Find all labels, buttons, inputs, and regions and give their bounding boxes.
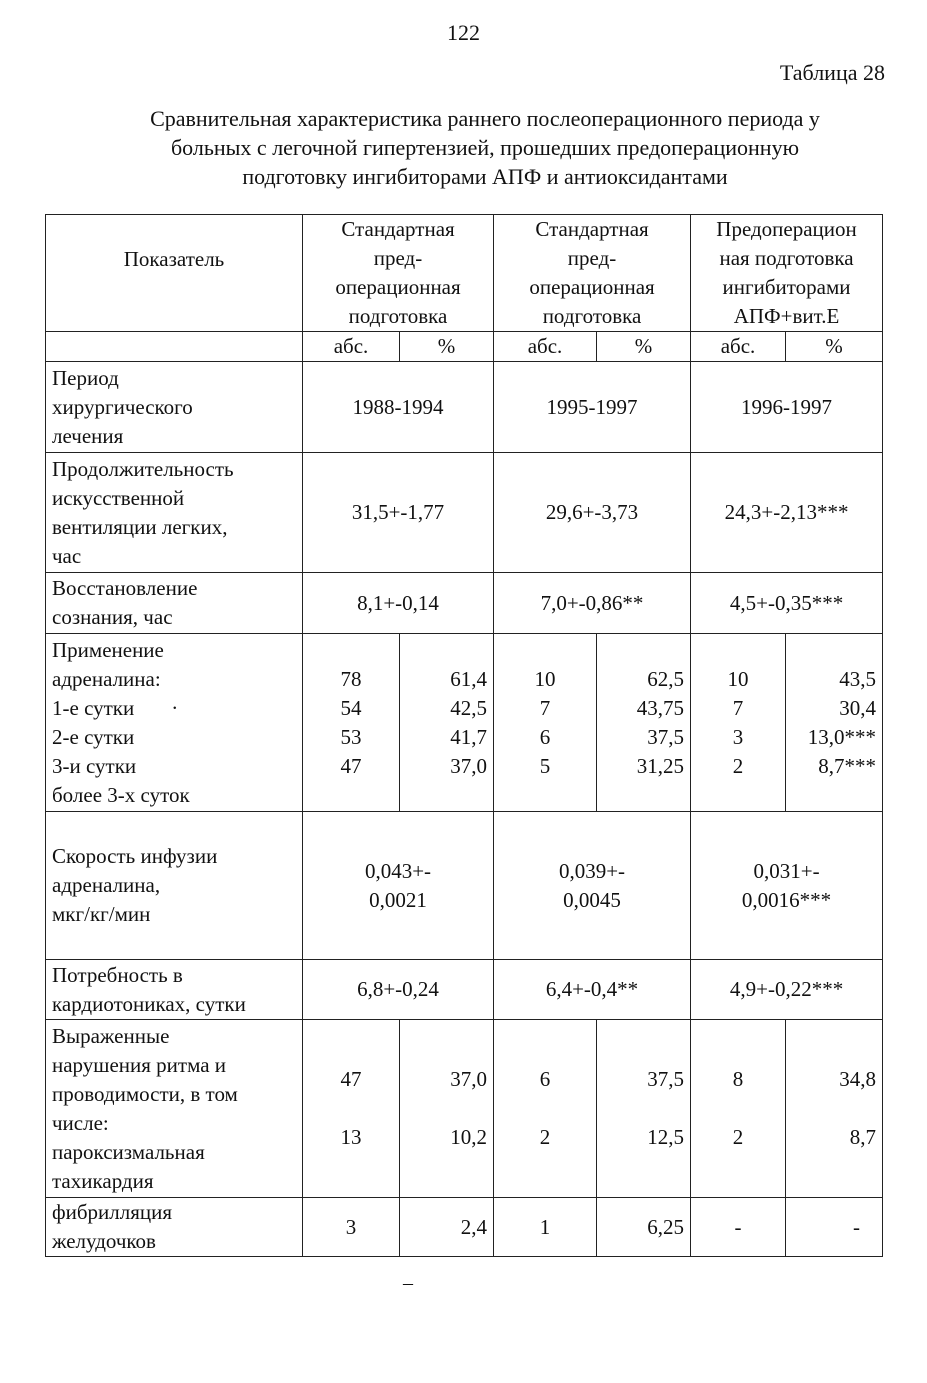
header-group-ace-inhibitors: Предоперацион ная подготовка ингибиторами АПФ+вит.Е (691, 215, 883, 332)
row-label-period: Период хирургического лечения (46, 362, 303, 453)
subheader-pct: % (400, 332, 494, 362)
cell-infusion-3: 0,031+- 0,0016*** (691, 812, 883, 960)
page-number: 122 (447, 20, 480, 45)
header-group-standard-2: Стандартная пред- операционная подготовка (494, 215, 691, 332)
cell-fibrillation-abs-3: - (691, 1198, 786, 1257)
table-row-fibrillation (46, 1198, 883, 1257)
table-row-adrenaline (46, 634, 883, 812)
table-caption (90, 104, 880, 191)
day-label: 2-е сутки (52, 724, 135, 749)
subheader-pct: % (786, 332, 883, 362)
cell-cardiotonics-1: 6,8+-0,24 (303, 960, 494, 1020)
cell-consciousness-2: 7,0+-0,86** (494, 573, 691, 634)
subheader-abs: абс. (691, 332, 786, 362)
cell-period-3: 1996-1997 (691, 362, 883, 453)
comparison-table (45, 214, 883, 1257)
cell-consciousness-3: 4,5+-0,35*** (691, 573, 883, 634)
cell-fibrillation-pct-1: 2,4 (400, 1198, 494, 1257)
header-indicator: Показатель (46, 215, 303, 332)
cell-cardiotonics-2: 6,4+-0,4** (494, 960, 691, 1020)
subheader-pct: % (597, 332, 691, 362)
caption-line: больных с легочной гипертензией, прошедших предоперационную (170, 135, 800, 160)
table-row-cardiotonics (46, 960, 883, 1020)
cell-ventilation-3: 24,3+-2,13*** (691, 453, 883, 573)
caption-line: Сравнительная характеристика раннего послеоперационного периода у (150, 106, 820, 131)
cell-arrhythmia-abs-3: 8 2 (691, 1020, 786, 1198)
caption-line: подготовку ингибиторами АПФ и антиоксидантами (242, 164, 728, 189)
cell-adrenaline-abs-3: 10 7 3 2 (691, 634, 786, 812)
cell-fibrillation-abs-1: 3 (303, 1198, 400, 1257)
day-label: более 3-х суток (52, 782, 190, 807)
row-label-infusion: Скорость инфузии адреналина, мкг/кг/мин (46, 812, 303, 960)
subheader-empty (46, 332, 303, 362)
table-row-period (46, 362, 883, 453)
cell-ventilation-2: 29,6+-3,73 (494, 453, 691, 573)
cell-arrhythmia-pct-3: 34,8 8,7 (786, 1020, 883, 1198)
row-label-fibrillation: фибрилляция желудочков (46, 1198, 303, 1257)
cell-arrhythmia-abs-2: 6 2 (494, 1020, 597, 1198)
cell-arrhythmia-pct-2: 37,5 12,5 (597, 1020, 691, 1198)
table-row-arrhythmia (46, 1020, 883, 1198)
cell-adrenaline-pct-1: 61,4 42,5 41,7 37,0 (400, 634, 494, 812)
cell-arrhythmia-pct-1: 37,0 10,2 (400, 1020, 494, 1198)
cell-adrenaline-abs-2: 10 7 6 5 (494, 634, 597, 812)
table-row-infusion (46, 812, 883, 960)
day-label: 3-и сутки (52, 753, 137, 778)
cell-period-1: 1988-1994 (303, 362, 494, 453)
cell-adrenaline-abs-1: 78 54 53 47 (303, 634, 400, 812)
stray-dot: · (171, 695, 179, 720)
row-label-ventilation: Продолжительность искусственной вентиляции легких, час (46, 453, 303, 573)
cell-adrenaline-pct-2: 62,5 43,75 37,5 31,25 (597, 634, 691, 812)
footer-mark: – (403, 1272, 413, 1294)
cell-arrhythmia-abs-1: 47 13 (303, 1020, 400, 1198)
row-label-cardiotonics: Потребность в кардиотониках, сутки (46, 960, 303, 1020)
cell-adrenaline-pct-3: 43,5 30,4 13,0*** 8,7*** (786, 634, 883, 812)
cell-period-2: 1995-1997 (494, 362, 691, 453)
cell-fibrillation-pct-3: - (786, 1198, 883, 1257)
cell-fibrillation-pct-2: 6,25 (597, 1198, 691, 1257)
table-header-row (46, 215, 883, 332)
row-label-adrenaline: Применение адреналина: 1-е сутки · 2-е сутки 3-и сутки более 3-х суток (46, 634, 303, 812)
subheader-abs: абс. (303, 332, 400, 362)
row-label-consciousness: Восстановление сознания, час (46, 573, 303, 634)
table-label: Таблица 28 (779, 60, 885, 85)
cell-cardiotonics-3: 4,9+-0,22*** (691, 960, 883, 1020)
table-row-consciousness (46, 573, 883, 634)
day-label: 1-е сутки · (52, 694, 296, 723)
cell-fibrillation-abs-2: 1 (494, 1198, 597, 1257)
header-group-standard-1: Стандартная пред- операционная подготовка (303, 215, 494, 332)
table-subheader-row (46, 332, 883, 362)
subheader-abs: абс. (494, 332, 597, 362)
row-label-arrhythmia: Выраженные нарушения ритма и проводимости, в том числе: пароксизмальная тахикардия (46, 1020, 303, 1198)
cell-ventilation-1: 31,5+-1,77 (303, 453, 494, 573)
cell-infusion-1: 0,043+- 0,0021 (303, 812, 494, 960)
cell-consciousness-1: 8,1+-0,14 (303, 573, 494, 634)
table-row-ventilation (46, 453, 883, 573)
cell-infusion-2: 0,039+- 0,0045 (494, 812, 691, 960)
